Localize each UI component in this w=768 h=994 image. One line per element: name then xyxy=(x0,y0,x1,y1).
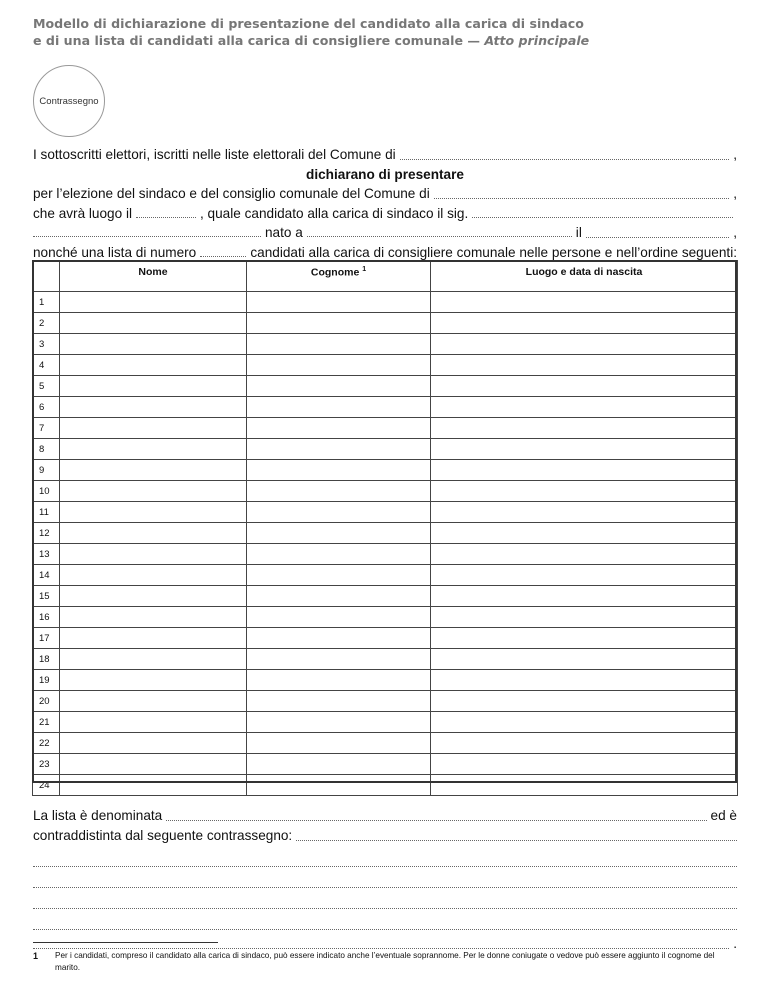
luogo-data-cell[interactable] xyxy=(431,418,738,439)
row-number: 7 xyxy=(33,418,60,439)
nome-cell[interactable] xyxy=(60,523,247,544)
table-row xyxy=(33,712,738,733)
cognome-cell[interactable] xyxy=(247,334,431,355)
row-number: 6 xyxy=(33,397,60,418)
row-number: 15 xyxy=(33,586,60,607)
luogo-data-cell[interactable] xyxy=(431,691,738,712)
comma-2: , xyxy=(733,186,737,201)
row-number: 16 xyxy=(33,607,60,628)
contrassegno-line-4[interactable] xyxy=(33,928,737,930)
numero-label: nonché una lista di numero xyxy=(33,244,197,260)
row-number: 23 xyxy=(33,754,60,775)
footnote-ref: 1 xyxy=(362,266,367,273)
luogo-data-cell[interactable] xyxy=(431,544,738,565)
candidati-label: candidati alla carica di consigliere comunale nelle persone e nell’ordine seguenti: xyxy=(250,244,737,260)
nome-cell[interactable] xyxy=(60,481,247,502)
nome-cell[interactable] xyxy=(60,775,247,796)
table-row xyxy=(33,523,738,544)
row-number: 17 xyxy=(33,628,60,649)
luogo-nascita-field[interactable] xyxy=(307,235,572,237)
data-luogo-label: che avrà luogo il xyxy=(33,205,132,221)
sindaco-name-field[interactable] xyxy=(472,216,733,218)
row-number: 18 xyxy=(33,649,60,670)
nome-cell[interactable] xyxy=(60,670,247,691)
ed-e-label: ed è xyxy=(710,808,737,823)
contrassegno-line-2[interactable] xyxy=(33,886,737,888)
nome-cell[interactable] xyxy=(60,544,247,565)
row-number: 5 xyxy=(33,376,60,397)
table-row xyxy=(33,355,738,376)
cognome-cell[interactable] xyxy=(247,649,431,670)
comma-1: , xyxy=(733,147,737,162)
footnote-mark: 1 xyxy=(33,951,39,961)
cognome-cell[interactable] xyxy=(247,292,431,313)
header-cognome-text: Cognome xyxy=(310,266,360,279)
seal-label: Contrassegno xyxy=(39,95,99,107)
row-number: 20 xyxy=(33,691,60,712)
luogo-data-cell[interactable] xyxy=(431,376,738,397)
nome-cell[interactable] xyxy=(60,460,247,481)
footnote xyxy=(33,950,737,974)
nome-cell[interactable] xyxy=(60,733,247,754)
nome-cell[interactable] xyxy=(60,565,247,586)
nome-cell[interactable] xyxy=(60,439,247,460)
nome-cell[interactable] xyxy=(60,334,247,355)
luogo-data-cell[interactable] xyxy=(431,607,738,628)
contrassegno-label: contraddistinta dal seguente contrassegno: xyxy=(33,828,293,843)
nome-cell[interactable] xyxy=(60,313,247,334)
cognome-cell[interactable] xyxy=(247,460,431,481)
row-number: 19 xyxy=(33,670,60,691)
contrassegno-line-3[interactable] xyxy=(33,907,737,909)
table-row xyxy=(33,544,738,565)
nato-label: nato a xyxy=(265,225,303,240)
nome-cell[interactable] xyxy=(60,586,247,607)
nome-cell[interactable] xyxy=(60,754,247,775)
intro-text xyxy=(33,145,737,262)
comune-field[interactable] xyxy=(400,158,730,160)
luogo-data-cell[interactable] xyxy=(431,733,738,754)
footnote-text: Per i candidati, compreso il candidato alla carica di sindaco, può essere indicato anche l’eventuale soprannome. Per le donne coniugate o vedove può essere aggiunto il cognome del marito. xyxy=(55,951,715,972)
header-line-2 xyxy=(33,32,733,49)
contrassegno-line-1[interactable] xyxy=(33,865,737,867)
cognome-cell[interactable] xyxy=(247,712,431,733)
nome-cell[interactable] xyxy=(60,397,247,418)
intro-line-4 xyxy=(33,204,737,224)
table-row xyxy=(33,670,738,691)
table-row xyxy=(33,649,738,670)
cognome-cell[interactable] xyxy=(247,418,431,439)
header-subtitle: Atto principale xyxy=(484,33,590,48)
row-number: 3 xyxy=(33,334,60,355)
contrassegno-field[interactable] xyxy=(296,839,737,841)
intro-line-3 xyxy=(33,184,737,204)
table-row xyxy=(33,313,738,334)
intro-elezione-label: per l’elezione del sindaco e del consiglio comunale del Comune di xyxy=(33,186,430,201)
table-row xyxy=(33,565,738,586)
nome-cell[interactable] xyxy=(60,649,247,670)
row-number: 2 xyxy=(33,313,60,334)
table-header-row xyxy=(33,261,738,292)
table-row xyxy=(33,460,738,481)
cognome-cell[interactable] xyxy=(247,481,431,502)
table-row xyxy=(33,733,738,754)
table-row xyxy=(33,292,738,313)
header-line-2-text: e di una lista di candidati alla carica di consigliere comunale xyxy=(33,33,464,48)
intro-heading: dichiarano di presentare xyxy=(306,166,464,182)
table-row xyxy=(33,439,738,460)
intro-line-5 xyxy=(33,223,737,243)
luogo-data-cell[interactable] xyxy=(431,523,738,544)
il-label: il xyxy=(575,225,582,240)
table-row xyxy=(33,481,738,502)
cognome-cell[interactable] xyxy=(247,733,431,754)
closing-text xyxy=(33,806,737,954)
nome-cell[interactable] xyxy=(60,712,247,733)
table-row xyxy=(33,502,738,523)
cognome-cell[interactable] xyxy=(247,775,431,796)
header-dash: — xyxy=(463,33,485,48)
cognome-cell[interactable] xyxy=(247,691,431,712)
cognome-cell[interactable] xyxy=(247,397,431,418)
header-nome: Nome xyxy=(60,261,247,292)
candidates-table xyxy=(32,260,738,796)
nome-cell[interactable] xyxy=(60,628,247,649)
data-elezione-field[interactable] xyxy=(136,216,196,218)
cognome-cell[interactable] xyxy=(247,586,431,607)
table-row xyxy=(33,754,738,775)
header-cognome xyxy=(247,261,431,292)
cognome-cell[interactable] xyxy=(247,355,431,376)
table-row xyxy=(33,691,738,712)
row-number: 14 xyxy=(33,565,60,586)
nome-cell[interactable] xyxy=(60,355,247,376)
intro-comune-label: I sottoscritti elettori, iscritti nelle liste elettorali del Comune di xyxy=(33,147,396,162)
luogo-data-cell[interactable] xyxy=(431,502,738,523)
luogo-data-cell[interactable] xyxy=(431,628,738,649)
luogo-data-cell[interactable] xyxy=(431,313,738,334)
row-number: 13 xyxy=(33,544,60,565)
row-number: 10 xyxy=(33,481,60,502)
row-number: 24 xyxy=(33,775,60,796)
row-number: 8 xyxy=(33,439,60,460)
closing-period: . xyxy=(733,936,737,951)
table-row xyxy=(33,586,738,607)
table-row xyxy=(33,607,738,628)
sindaco-label: , quale candidato alla carica di sindaco il sig. xyxy=(200,205,469,221)
luogo-data-cell[interactable] xyxy=(431,355,738,376)
denominata-label: La lista è denominata xyxy=(33,808,163,823)
luogo-data-cell[interactable] xyxy=(431,775,738,796)
closing-line-2 xyxy=(33,826,737,846)
luogo-data-cell[interactable] xyxy=(431,649,738,670)
luogo-data-cell[interactable] xyxy=(431,670,738,691)
cognome-cell[interactable] xyxy=(247,313,431,334)
luogo-data-cell[interactable] xyxy=(431,712,738,733)
cognome-cell[interactable] xyxy=(247,670,431,691)
sindaco-name-cont-field[interactable] xyxy=(33,235,261,237)
table-body xyxy=(33,292,738,796)
nome-cell[interactable] xyxy=(60,418,247,439)
luogo-data-cell[interactable] xyxy=(431,460,738,481)
nome-cell[interactable] xyxy=(60,607,247,628)
nome-cell[interactable] xyxy=(60,691,247,712)
luogo-data-cell[interactable] xyxy=(431,586,738,607)
cognome-cell[interactable] xyxy=(247,523,431,544)
closing-line-1 xyxy=(33,806,737,826)
row-number: 9 xyxy=(33,460,60,481)
document-header xyxy=(33,15,733,49)
table-row xyxy=(33,628,738,649)
comma-3: , xyxy=(733,225,737,240)
cognome-cell[interactable] xyxy=(247,544,431,565)
cognome-cell[interactable] xyxy=(247,376,431,397)
row-number: 22 xyxy=(33,733,60,754)
header-luogo-data: Luogo e data di nascita xyxy=(431,261,738,292)
row-number: 12 xyxy=(33,523,60,544)
data-nascita-field[interactable] xyxy=(586,236,729,238)
intro-line-1 xyxy=(33,145,737,165)
cognome-cell[interactable] xyxy=(247,502,431,523)
luogo-data-cell[interactable] xyxy=(431,481,738,502)
comune-elezione-field[interactable] xyxy=(434,197,729,199)
luogo-data-cell[interactable] xyxy=(431,439,738,460)
row-number: 1 xyxy=(33,292,60,313)
denominazione-field[interactable] xyxy=(166,819,706,821)
luogo-data-cell[interactable] xyxy=(431,334,738,355)
nome-cell[interactable] xyxy=(60,502,247,523)
header-line-1: Modello di dichiarazione di presentazione del candidato alla carica di sindaco xyxy=(33,16,584,31)
luogo-data-cell[interactable] xyxy=(431,754,738,775)
header-num xyxy=(33,261,60,292)
contrassegno-line-5[interactable] xyxy=(33,947,729,949)
cognome-cell[interactable] xyxy=(247,754,431,775)
cognome-cell[interactable] xyxy=(247,628,431,649)
row-number: 21 xyxy=(33,712,60,733)
row-number: 4 xyxy=(33,355,60,376)
row-number: 11 xyxy=(33,502,60,523)
seal-circle xyxy=(33,65,105,137)
cognome-cell[interactable] xyxy=(247,439,431,460)
cognome-cell[interactable] xyxy=(247,607,431,628)
numero-candidati-field[interactable] xyxy=(200,255,246,257)
table-row xyxy=(33,775,738,796)
table-row xyxy=(33,334,738,355)
footnote-rule xyxy=(33,942,218,943)
table-row xyxy=(33,397,738,418)
table-row xyxy=(33,376,738,397)
luogo-data-cell[interactable] xyxy=(431,397,738,418)
nome-cell[interactable] xyxy=(60,376,247,397)
luogo-data-cell[interactable] xyxy=(431,565,738,586)
cognome-cell[interactable] xyxy=(247,565,431,586)
luogo-data-cell[interactable] xyxy=(431,292,738,313)
nome-cell[interactable] xyxy=(60,292,247,313)
table-row xyxy=(33,418,738,439)
